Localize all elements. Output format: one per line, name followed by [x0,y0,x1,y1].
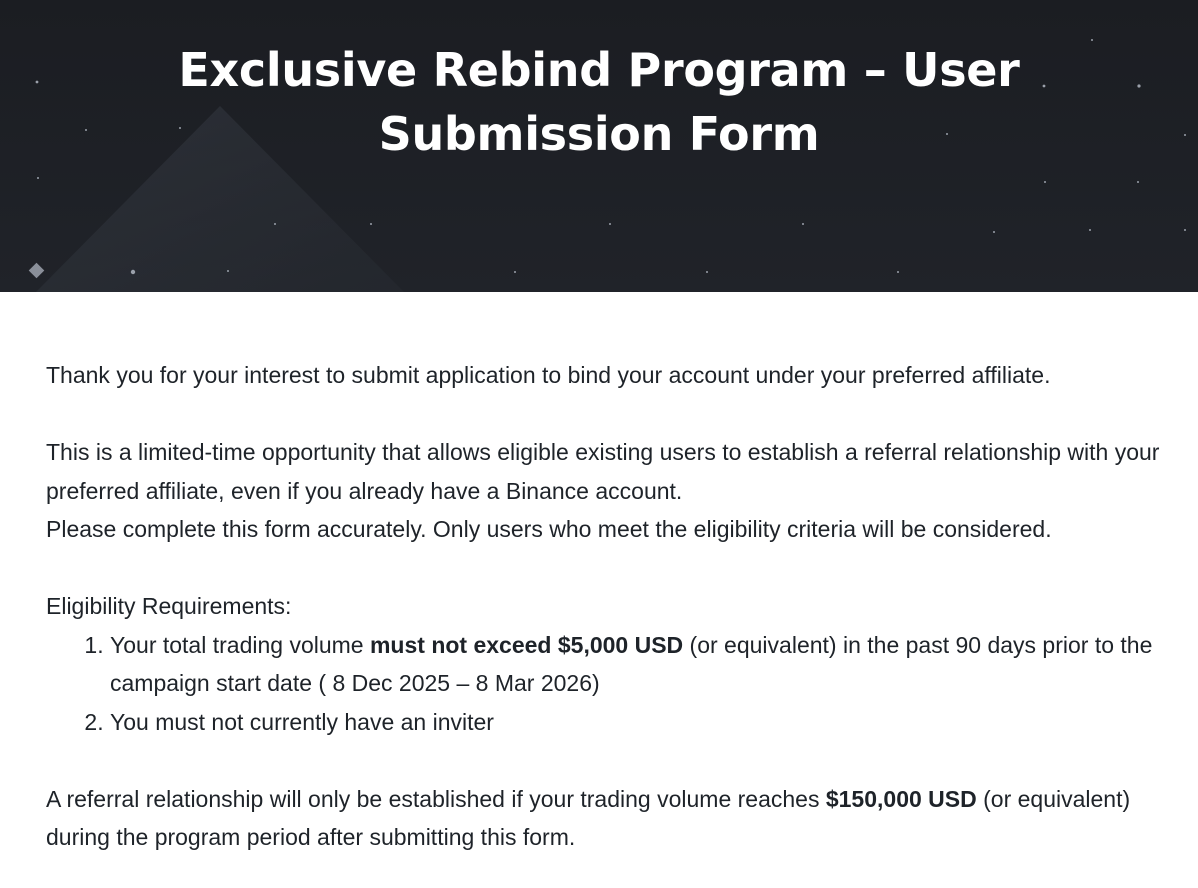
referral-threshold: $150,000 USD [825,785,977,812]
form-description [46,356,1176,857]
requirement-text: (or equivalent) in the past 90 days prior to the campaign start date ( 8 Dec 2025 – 8 Mar 2026) [110,631,1153,696]
requirement-text: You must not currently have an inviter [110,708,494,735]
eligibility-list [46,626,1176,742]
referral-text: (or equivalent) during the program period after submitting this form. [46,785,1131,850]
header-banner [0,0,1198,292]
referral-note [46,780,1176,857]
requirement-text: Your total trading volume [110,631,370,658]
requirement-limit: must not exceed $5,000 USD [369,631,684,658]
page-title: Exclusive Rebind Program – User Submission Form [178,43,1020,161]
referral-text: A referral relationship will only be established if your trading volume reaches [46,785,826,812]
diamond-icon [29,263,45,279]
list-item [110,703,1176,742]
intro-opportunity: This is a limited-time opportunity that allows eligible existing users to establish a referral relationship with your preferred affiliate, even if you already have a Binance account. [46,439,1160,504]
list-item [110,626,1176,703]
eligibility-heading: Eligibility Requirements: [46,593,292,619]
intro-thanks: Thank you for your interest to submit application to bind your account under your preferred affiliate. [46,362,1051,388]
intro-complete: Please complete this form accurately. Only users who meet the eligibility criteria will be considered. [46,516,1052,542]
